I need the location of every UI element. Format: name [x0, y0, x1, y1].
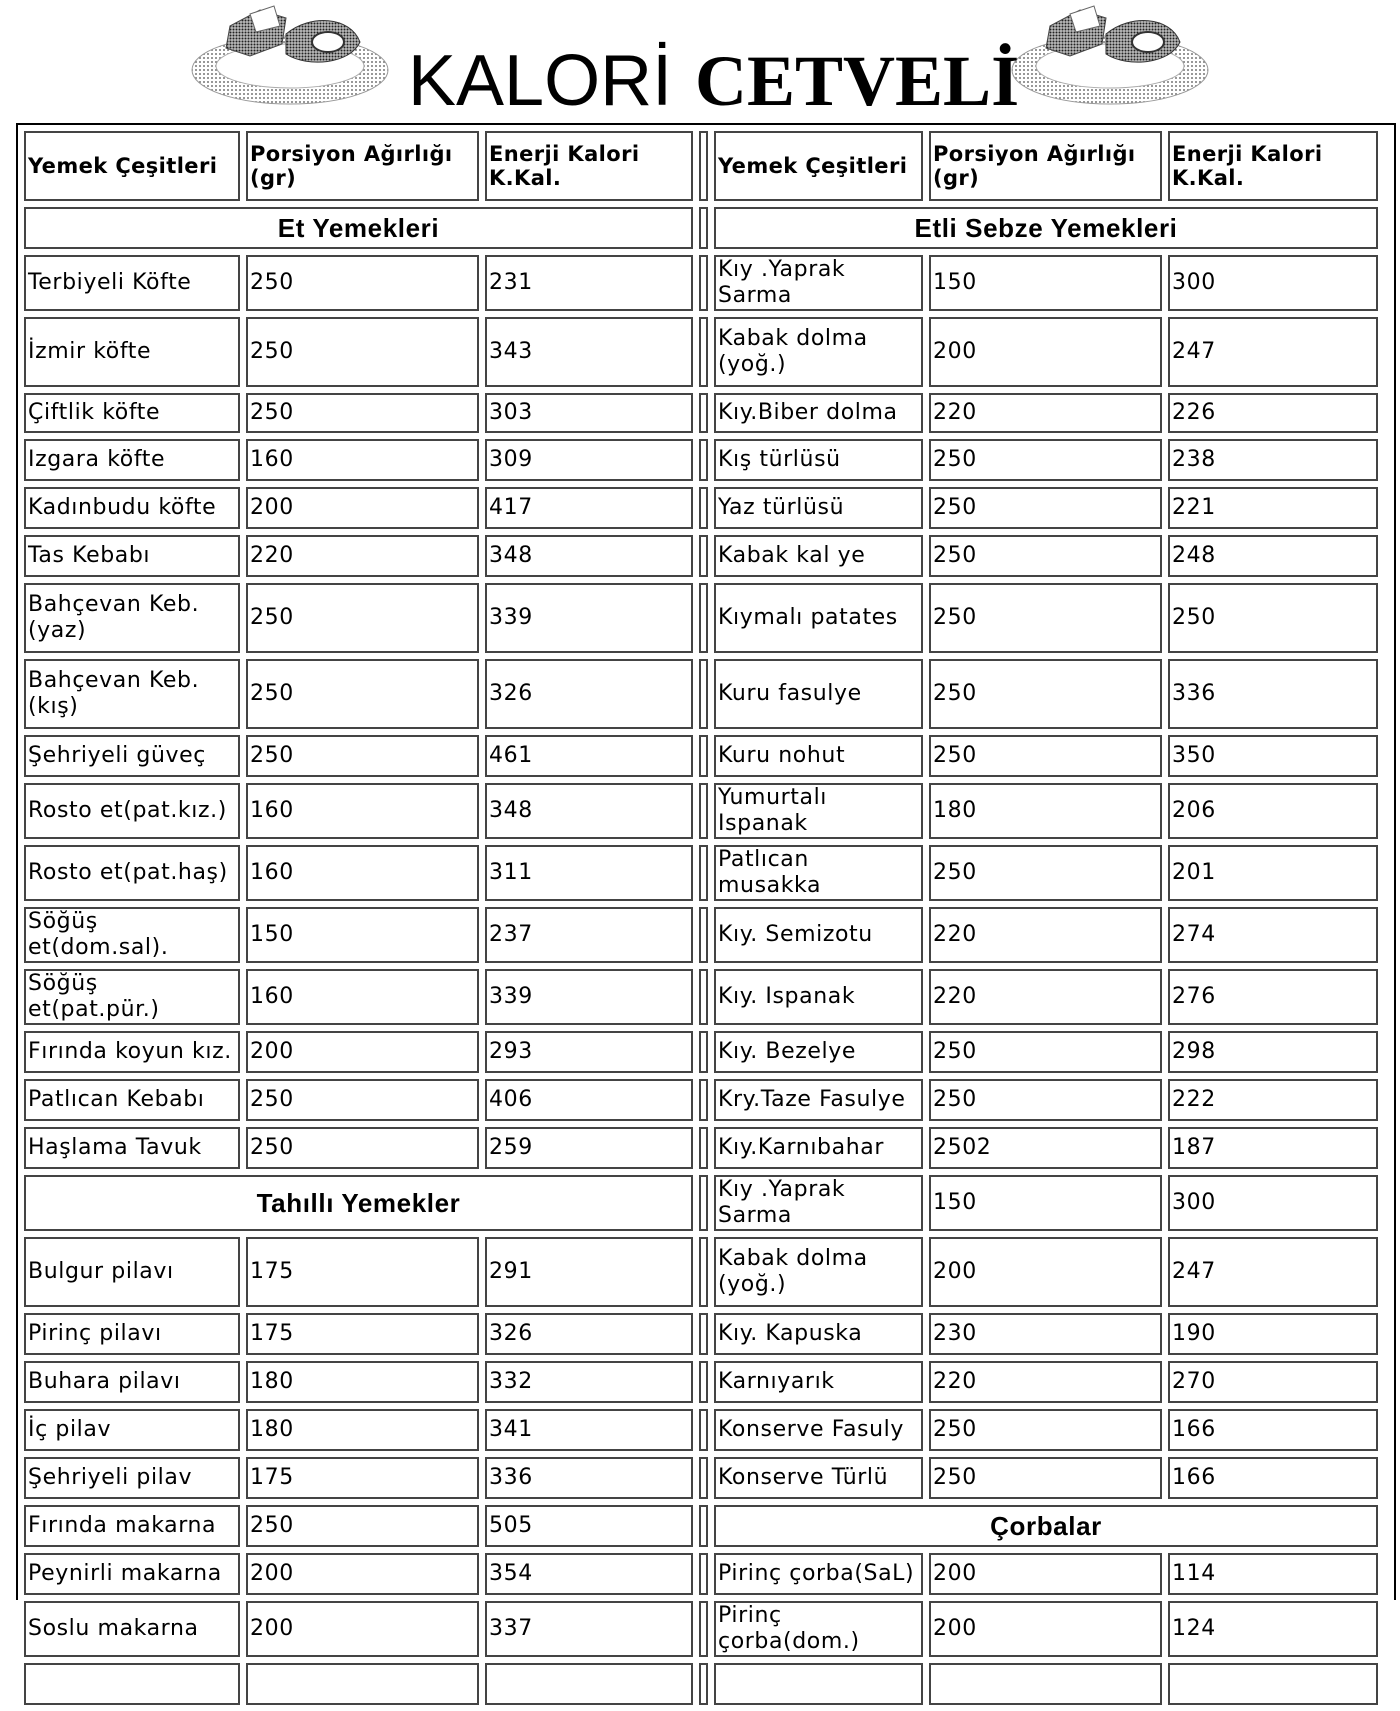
left-portion-weight: 160 — [246, 845, 479, 901]
left-portion-weight: 250 — [246, 659, 479, 729]
right-food-name: Konserve Fasuly — [714, 1409, 923, 1451]
left-portion-weight: 200 — [246, 487, 479, 529]
column-divider — [699, 969, 708, 1025]
table-header-row — [24, 131, 1378, 201]
right-portion-weight: 220 — [929, 969, 1162, 1025]
right-portion-weight: 200 — [929, 1553, 1162, 1595]
column-divider — [699, 1553, 708, 1595]
right-energy-kcal: 221 — [1168, 487, 1378, 529]
left-portion-weight: 180 — [246, 1361, 479, 1403]
right-portion-weight: 150 — [929, 1175, 1162, 1231]
left-energy-kcal: 339 — [485, 583, 693, 653]
left-energy-kcal: 336 — [485, 1457, 693, 1499]
column-divider — [699, 1505, 708, 1547]
table-row — [24, 845, 1378, 901]
column-divider — [699, 255, 708, 311]
column-divider — [699, 907, 708, 963]
right-food-name: Kıy. Bezelye — [714, 1031, 923, 1073]
right-energy-kcal: 166 — [1168, 1409, 1378, 1451]
left-energy-kcal: 259 — [485, 1127, 693, 1169]
right-portion-weight: 200 — [929, 317, 1162, 387]
table-row — [24, 393, 1378, 433]
right-food-name: Kıymalı patates — [714, 583, 923, 653]
column-divider — [699, 583, 708, 653]
right-portion-weight: 220 — [929, 1361, 1162, 1403]
right-portion-weight: 2502 — [929, 1127, 1162, 1169]
column-divider — [699, 1313, 708, 1355]
right-food-name: Kuru fasulye — [714, 659, 923, 729]
right-food-name: Pirinç çorba(SaL) — [714, 1553, 923, 1595]
right-energy-kcal: 300 — [1168, 1175, 1378, 1231]
right-portion-weight: 180 — [929, 783, 1162, 839]
column-divider — [699, 659, 708, 729]
left-portion-weight: 250 — [246, 255, 479, 311]
right-energy-kcal: 336 — [1168, 659, 1378, 729]
left-energy-kcal: 332 — [485, 1361, 693, 1403]
right-food-name: Kabak dolma (yoğ.) — [714, 1237, 923, 1307]
title-part-2: CETVELİ — [694, 41, 1020, 121]
table-row — [24, 1457, 1378, 1499]
right-food-name: Kıy.Karnıbahar — [714, 1127, 923, 1169]
left-food-name: Izgara köfte — [24, 439, 240, 481]
left-energy-kcal: 309 — [485, 439, 693, 481]
column-divider — [699, 317, 708, 387]
header-portion-weight: Porsiyon Ağırlığı (gr) — [929, 131, 1162, 201]
right-portion-weight: 230 — [929, 1313, 1162, 1355]
column-divider — [699, 1237, 708, 1307]
left-portion-weight: 250 — [246, 1079, 479, 1121]
right-food-name: Yumurtalı Ispanak — [714, 783, 923, 839]
left-energy-kcal: 341 — [485, 1409, 693, 1451]
right-food-name: Kıy .Yaprak Sarma — [714, 1175, 923, 1231]
table-row — [24, 583, 1378, 653]
right-empty-cell — [1168, 1663, 1378, 1705]
left-food-name: Söğüş et(pat.pür.) — [24, 969, 240, 1025]
left-empty-cell — [485, 1663, 693, 1705]
table-row — [24, 1237, 1378, 1307]
column-divider — [699, 131, 708, 201]
left-food-name: Bahçevan Keb. (kış) — [24, 659, 240, 729]
right-food-name: Kıy. Semizotu — [714, 907, 923, 963]
header-energy-kcal: Enerji Kalori K.Kal. — [1168, 131, 1378, 201]
header-energy-kcal: Enerji Kalori K.Kal. — [485, 131, 693, 201]
table-row — [24, 1663, 1378, 1705]
header-portion-weight: Porsiyon Ağırlığı (gr) — [246, 131, 479, 201]
left-energy-kcal: 326 — [485, 659, 693, 729]
table-row — [24, 255, 1378, 311]
table-row — [24, 1553, 1378, 1595]
right-energy-kcal: 270 — [1168, 1361, 1378, 1403]
right-portion-weight: 250 — [929, 659, 1162, 729]
right-portion-weight: 250 — [929, 439, 1162, 481]
right-energy-kcal: 201 — [1168, 845, 1378, 901]
left-food-name: Şehriyeli pilav — [24, 1457, 240, 1499]
left-energy-kcal: 326 — [485, 1313, 693, 1355]
left-energy-kcal: 237 — [485, 907, 693, 963]
table-row — [24, 207, 1378, 249]
section-title-etli-sebze: Etli Sebze Yemekleri — [714, 207, 1378, 249]
left-portion-weight: 200 — [246, 1553, 479, 1595]
page-header — [0, 0, 1400, 122]
left-food-name: Buhara pilavı — [24, 1361, 240, 1403]
left-energy-kcal: 231 — [485, 255, 693, 311]
left-portion-weight: 250 — [246, 735, 479, 777]
left-empty-cell — [24, 1663, 240, 1705]
left-energy-kcal: 417 — [485, 487, 693, 529]
left-energy-kcal: 354 — [485, 1553, 693, 1595]
left-food-name: Şehriyeli güveç — [24, 735, 240, 777]
right-portion-weight: 250 — [929, 487, 1162, 529]
left-food-name: Fırında koyun kız. — [24, 1031, 240, 1073]
right-energy-kcal: 250 — [1168, 583, 1378, 653]
table-row — [24, 1313, 1378, 1355]
right-energy-kcal: 166 — [1168, 1457, 1378, 1499]
right-food-name: Patlıcan musakka — [714, 845, 923, 901]
left-energy-kcal: 348 — [485, 783, 693, 839]
right-portion-weight: 250 — [929, 1031, 1162, 1073]
right-food-name: Kıy .Yaprak Sarma — [714, 255, 923, 311]
column-divider — [699, 393, 708, 433]
right-energy-kcal: 298 — [1168, 1031, 1378, 1073]
right-food-name: Kıy. Ispanak — [714, 969, 923, 1025]
column-divider — [699, 1079, 708, 1121]
left-food-name: Çiftlik köfte — [24, 393, 240, 433]
left-energy-kcal: 406 — [485, 1079, 693, 1121]
right-energy-kcal: 238 — [1168, 439, 1378, 481]
left-portion-weight: 160 — [246, 439, 479, 481]
right-portion-weight: 250 — [929, 583, 1162, 653]
right-portion-weight: 200 — [929, 1601, 1162, 1657]
right-food-name: Kıy. Kapuska — [714, 1313, 923, 1355]
left-food-name: Soslu makarna — [24, 1601, 240, 1657]
left-food-name: Peynirli makarna — [24, 1553, 240, 1595]
right-energy-kcal: 226 — [1168, 393, 1378, 433]
column-divider — [699, 845, 708, 901]
left-portion-weight: 250 — [246, 1127, 479, 1169]
left-food-name: Bulgur pilavı — [24, 1237, 240, 1307]
column-divider — [699, 1031, 708, 1073]
left-portion-weight: 250 — [246, 393, 479, 433]
column-divider — [699, 1601, 708, 1657]
right-portion-weight: 250 — [929, 535, 1162, 577]
right-portion-weight: 250 — [929, 1079, 1162, 1121]
right-portion-weight: 220 — [929, 907, 1162, 963]
table-row — [24, 1601, 1378, 1657]
right-food-name: Pirinç çorba(dom.) — [714, 1601, 923, 1657]
right-energy-kcal: 247 — [1168, 317, 1378, 387]
page-title — [408, 41, 1020, 121]
left-energy-kcal: 348 — [485, 535, 693, 577]
right-energy-kcal: 187 — [1168, 1127, 1378, 1169]
left-portion-weight: 175 — [246, 1313, 479, 1355]
left-portion-weight: 250 — [246, 1505, 479, 1547]
calorie-table-frame — [16, 123, 1396, 1654]
left-energy-kcal: 461 — [485, 735, 693, 777]
left-portion-weight: 160 — [246, 969, 479, 1025]
left-food-name: Terbiyeli Köfte — [24, 255, 240, 311]
left-food-name: Tas Kebabı — [24, 535, 240, 577]
section-title-et-yemekleri: Et Yemekleri — [24, 207, 693, 249]
left-food-name: Bahçevan Keb. (yaz) — [24, 583, 240, 653]
right-food-name: Yaz türlüsü — [714, 487, 923, 529]
column-divider — [699, 535, 708, 577]
table-row — [24, 1409, 1378, 1451]
table-row — [24, 1031, 1378, 1073]
food-plate-icon — [1010, 4, 1210, 106]
right-energy-kcal: 350 — [1168, 735, 1378, 777]
right-food-name: Kuru nohut — [714, 735, 923, 777]
left-food-name: Fırında makarna — [24, 1505, 240, 1547]
left-portion-weight: 220 — [246, 535, 479, 577]
left-food-name: Pirinç pilavı — [24, 1313, 240, 1355]
left-energy-kcal: 505 — [485, 1505, 693, 1547]
right-portion-weight: 250 — [929, 1457, 1162, 1499]
table-row — [24, 1079, 1378, 1121]
right-food-name: Kabak dolma (yoğ.) — [714, 317, 923, 387]
right-portion-weight: 250 — [929, 845, 1162, 901]
left-energy-kcal: 293 — [485, 1031, 693, 1073]
left-portion-weight: 175 — [246, 1457, 479, 1499]
table-row — [24, 659, 1378, 729]
right-energy-kcal: 248 — [1168, 535, 1378, 577]
table-row — [24, 1175, 1378, 1231]
title-part-1: KALORİ — [408, 41, 673, 121]
left-portion-weight: 250 — [246, 583, 479, 653]
left-portion-weight: 200 — [246, 1601, 479, 1657]
left-food-name: Kadınbudu köfte — [24, 487, 240, 529]
right-energy-kcal: 114 — [1168, 1553, 1378, 1595]
right-energy-kcal: 222 — [1168, 1079, 1378, 1121]
right-energy-kcal: 274 — [1168, 907, 1378, 963]
left-portion-weight: 200 — [246, 1031, 479, 1073]
right-energy-kcal: 247 — [1168, 1237, 1378, 1307]
right-energy-kcal: 124 — [1168, 1601, 1378, 1657]
table-row — [24, 1505, 1378, 1547]
left-food-name: Rosto et(pat.haş) — [24, 845, 240, 901]
right-portion-weight: 220 — [929, 393, 1162, 433]
header-food-type: Yemek Çeşitleri — [24, 131, 240, 201]
table-row — [24, 487, 1378, 529]
column-divider — [699, 735, 708, 777]
left-energy-kcal: 311 — [485, 845, 693, 901]
left-portion-weight: 250 — [246, 317, 479, 387]
column-divider — [699, 1127, 708, 1169]
table-row — [24, 535, 1378, 577]
right-food-name: Kry.Taze Fasulye — [714, 1079, 923, 1121]
left-energy-kcal: 339 — [485, 969, 693, 1025]
right-energy-kcal: 190 — [1168, 1313, 1378, 1355]
left-portion-weight: 150 — [246, 907, 479, 963]
right-portion-weight: 150 — [929, 255, 1162, 311]
header-food-type: Yemek Çeşitleri — [714, 131, 923, 201]
left-food-name: Patlıcan Kebabı — [24, 1079, 240, 1121]
right-energy-kcal: 276 — [1168, 969, 1378, 1025]
right-empty-cell — [929, 1663, 1162, 1705]
left-energy-kcal: 291 — [485, 1237, 693, 1307]
left-food-name: Haşlama Tavuk — [24, 1127, 240, 1169]
column-divider — [699, 487, 708, 529]
column-divider — [699, 439, 708, 481]
column-divider — [699, 1663, 708, 1705]
left-empty-cell — [246, 1663, 479, 1705]
column-divider — [699, 1175, 708, 1231]
calorie-table — [18, 125, 1384, 1711]
table-row — [24, 969, 1378, 1025]
table-row — [24, 1361, 1378, 1403]
right-food-name: Karnıyarık — [714, 1361, 923, 1403]
column-divider — [699, 1361, 708, 1403]
right-food-name: Konserve Türlü — [714, 1457, 923, 1499]
column-divider — [699, 783, 708, 839]
right-energy-kcal: 206 — [1168, 783, 1378, 839]
left-energy-kcal: 343 — [485, 317, 693, 387]
left-portion-weight: 175 — [246, 1237, 479, 1307]
section-title-tahilli: Tahıllı Yemekler — [24, 1175, 693, 1231]
right-empty-cell — [714, 1663, 923, 1705]
right-energy-kcal: 300 — [1168, 255, 1378, 311]
right-food-name: Kıy.Biber dolma — [714, 393, 923, 433]
right-portion-weight: 250 — [929, 1409, 1162, 1451]
right-food-name: Kabak kal ye — [714, 535, 923, 577]
table-row — [24, 783, 1378, 839]
left-food-name: İzmir köfte — [24, 317, 240, 387]
left-food-name: Rosto et(pat.kız.) — [24, 783, 240, 839]
column-divider — [699, 1409, 708, 1451]
section-title-corbalar: Çorbalar — [714, 1505, 1378, 1547]
left-portion-weight: 180 — [246, 1409, 479, 1451]
right-portion-weight: 250 — [929, 735, 1162, 777]
column-divider — [699, 207, 708, 249]
left-portion-weight: 160 — [246, 783, 479, 839]
table-row — [24, 317, 1378, 387]
left-food-name: Söğüş et(dom.sal). — [24, 907, 240, 963]
right-food-name: Kış türlüsü — [714, 439, 923, 481]
left-energy-kcal: 303 — [485, 393, 693, 433]
left-energy-kcal: 337 — [485, 1601, 693, 1657]
table-row — [24, 1127, 1378, 1169]
column-divider — [699, 1457, 708, 1499]
table-row — [24, 735, 1378, 777]
table-row — [24, 439, 1378, 481]
food-plate-icon — [190, 4, 390, 106]
left-food-name: İç pilav — [24, 1409, 240, 1451]
table-row — [24, 907, 1378, 963]
right-portion-weight: 200 — [929, 1237, 1162, 1307]
